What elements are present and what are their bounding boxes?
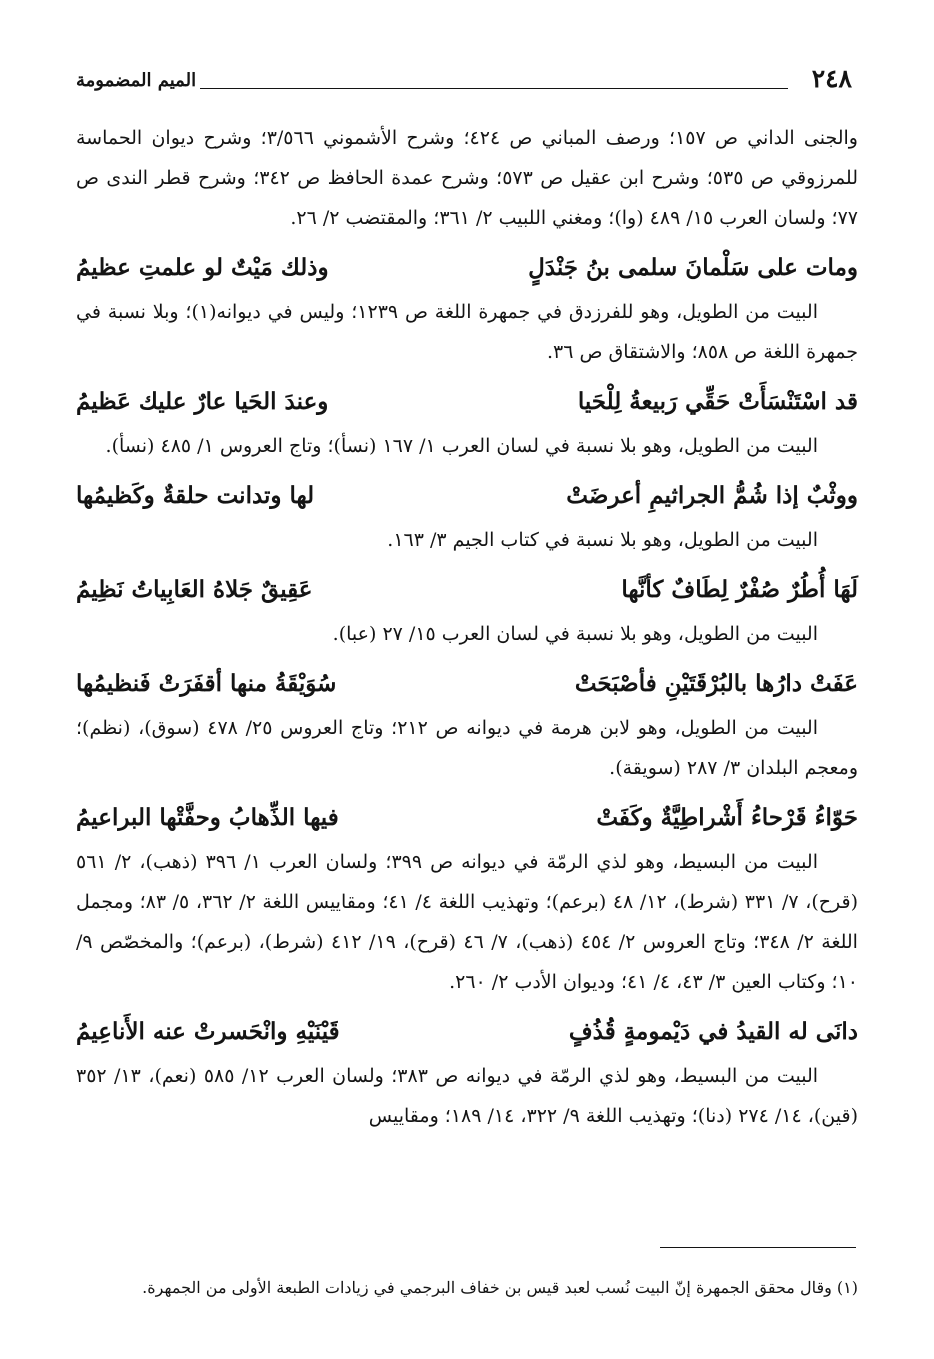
verse-line	[76, 564, 858, 614]
verse-first-hemistich: ومات على سَلْمانَ سلمى بنُ جَنْدَلٍ	[528, 253, 858, 281]
footnote-separator	[660, 1247, 856, 1248]
verse-first-hemistich: قد اسْتَنْسَأَتْ حَقِّي رَبيعةُ لِلْحَيا	[577, 387, 858, 415]
verse-citation: البيت من البسيط، وهو لذي الرمّة في ديوانه ص ٣٩٩؛ ولسان العرب ١/ ٣٩٦ (ذهب)، ٢/ ٥٦١ (قرح)، ٧/ ٣٣١ (شرط)، ١٢/ ٤٨ (برعم)؛ وتهذيب اللغة ٤/ ٤١؛ ومقاييس اللغة ٢/ ٣٦٢، ٥/ ٨٣؛ ومجمل اللغة ٢/ ٣٤٨؛ وتاج العروس ٢/ ٤٥٤ (ذهب)، ٧/ ٤٦ (قرح)، ١٩/ ٤١٢ (شرط)، (برعم)؛ والمخصّص ٩/ ١٠؛ وكتاب العين ٣/ ٤٣، ٤/ ٤١؛ وديوان الأدب ٢/ ٢٦٠.	[76, 851, 859, 993]
verse-second-hemistich: عَقِيقٌ جَلاهُ العَابِياتُ نَظِيمُ	[76, 575, 313, 603]
verse-first-hemistich: عَفَتْ دارُها بالبُرْقَتَيْنِ فأصْبَحَتْ	[574, 669, 858, 697]
footnote: (١) وقال محقق الجمهرة إنّ البيت نُسب لعبد قيس بن خفاف البرجمي في زيادات الطبعة الأولى من الجمهرة.	[142, 1278, 858, 1297]
header-rule	[200, 88, 788, 89]
verse-second-hemistich: قَيْنَيْهِ وانْحَسرتْ عنه الأَناعِيمُ	[76, 1017, 340, 1045]
verse-citation: البيت من البسيط، وهو لذي الرمّة في ديوانه ص ٣٨٣؛ ولسان العرب ١٢/ ٥٨٥ (نعم)، ١٣/ ٣٥٢ (قين)، ١٤/ ٢٧٤ (دنا)؛ وتهذيب اللغة ٩/ ٣٢٢، ١٤/ ١٨٩؛ ومقاييس	[76, 1065, 858, 1127]
verse-second-hemistich: وذلك مَيْتٌ لو علمتِ عظيمُ	[76, 253, 329, 281]
page-body	[76, 118, 858, 1136]
citation-paragraph: والجنى الداني ص ١٥٧؛ ورصف المباني ص ٤٢٤؛ وشرح الأشموني ٣/٥٦٦؛ وشرح ديوان الحماسة للمرزوقي ص ٥٣٥؛ وشرح ابن عقيل ص ٥٧٣؛ وشرح عمدة الحافظ ص ٣٤٢؛ وشرح قطر الندى ص ٧٧؛ ولسان العرب ١٥/ ٤٨٩ (وا)؛ ومغني اللبيب ٢/ ٣٦١؛ والمقتضب ٢/ ٢٦.	[76, 127, 859, 229]
verse-line	[76, 658, 858, 708]
verse-second-hemistich: سُوَيْقَةُ منها أقفَرَتْ فَنظيمُها	[76, 669, 337, 697]
verse-line	[76, 1006, 858, 1056]
page-header	[76, 62, 858, 102]
page-number: ٢٤٨	[811, 64, 852, 93]
verse-first-hemistich: دانَى له القيدُ في دَيْمومةٍ قُذُفٍ	[568, 1017, 858, 1045]
verse-second-hemistich: فيها الذِّهابُ وحفَّتْها البراعيمُ	[76, 803, 339, 831]
verse-first-hemistich: لَهَا أُطُرٌ صُفْرٌ لِطَافٌ كأنَّها	[621, 575, 858, 603]
verse-line	[76, 792, 858, 842]
verse-citation: البيت من الطويل، وهو للفرزدق في جمهرة اللغة ص ١٢٣٩؛ وليس في ديوانه(١)؛ وبلا نسبة في جمهرة اللغة ص ٨٥٨؛ والاشتقاق ص ٣٦.	[76, 301, 858, 363]
verse-citation: البيت من الطويل، وهو لابن هرمة في ديوانه ص ٢١٢؛ وتاج العروس ٢٥/ ٤٧٨ (سوق)، (نظم)؛ ومعجم البلدان ٣/ ٢٨٧ (سويقة).	[76, 717, 858, 779]
verse-citation: البيت من الطويل، وهو بلا نسبة في لسان العرب ١٥/ ٢٧ (عبا).	[332, 623, 818, 645]
verse-line	[76, 376, 858, 426]
verse-first-hemistich: ووثْبٌ إذا شُمُّ الجراثيمِ أعرضَتْ	[566, 481, 858, 509]
verse-citation: البيت من الطويل، وهو بلا نسبة في كتاب الجيم ٣/ ١٦٣.	[387, 529, 818, 551]
verse-line	[76, 470, 858, 520]
running-title: الميم المضمومة	[76, 70, 197, 91]
verse-second-hemistich: لها وتدانت حلقةٌ وكَظيمُها	[76, 481, 315, 509]
verse-citation: البيت من الطويل، وهو بلا نسبة في لسان العرب ١/ ١٦٧ (نسأ)؛ وتاج العروس ١/ ٤٨٥ (نسأ).	[105, 435, 818, 457]
verse-first-hemistich: حَوّاءُ قَرْحاءُ أَشْراطِيَّةٌ وكَفَتْ	[596, 803, 858, 831]
verse-second-hemistich: وعندَ الحَيا عارٌ عليك عَظيمُ	[76, 387, 329, 415]
verse-line	[76, 242, 858, 292]
